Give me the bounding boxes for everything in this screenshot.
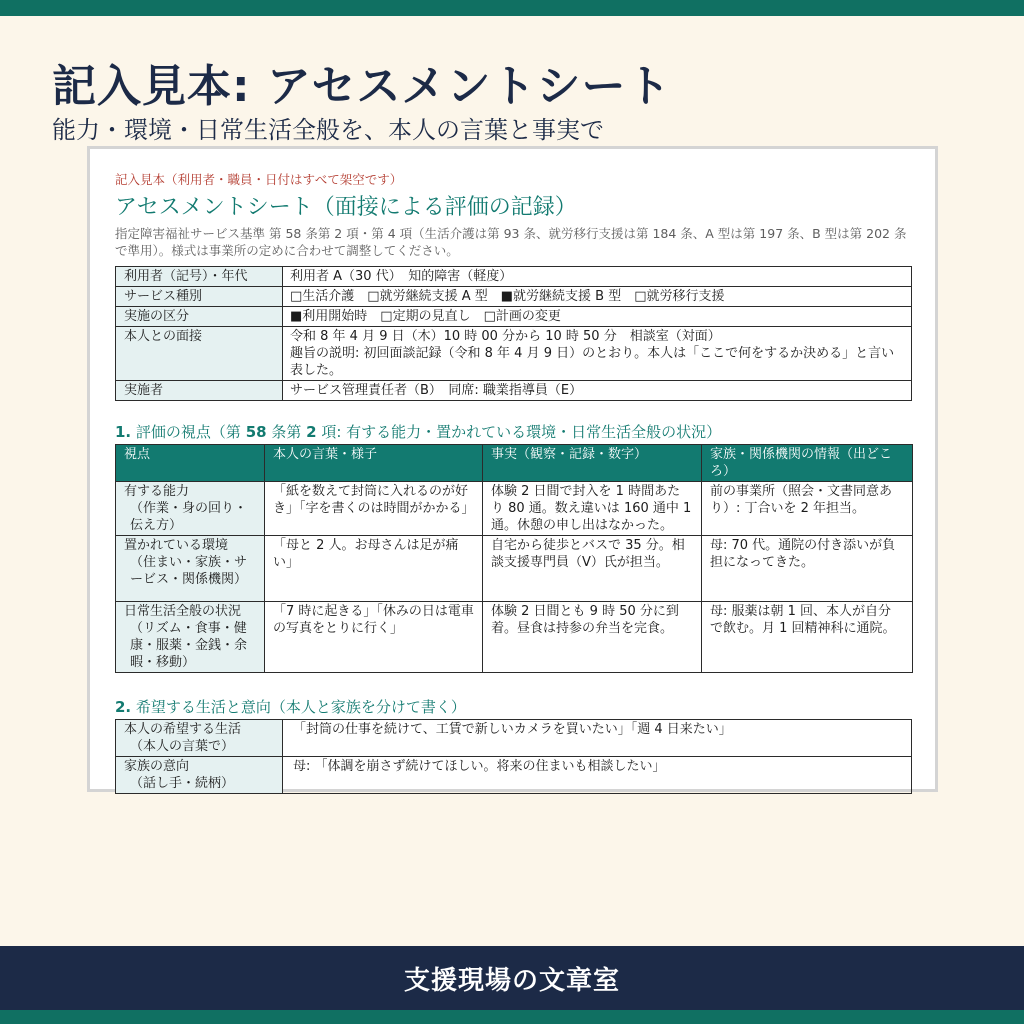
table-header-row — [116, 445, 913, 482]
top-accent-bar — [0, 0, 1024, 16]
table-row — [116, 381, 912, 401]
viewpoint-label: 日常生活全般の状況 — [124, 604, 242, 619]
wish-key-cell — [116, 757, 283, 794]
info-value: ■利用開始時 □定期の見直し □計画の変更 — [283, 307, 912, 327]
viewpoint-sub: （住まい・家族・サービス・関係機関） — [130, 555, 248, 587]
section-1-heading — [115, 422, 912, 442]
section-1-title-c: 項: 有する能力・置かれている環境・日常生活全般の状況） — [316, 423, 722, 441]
section-2-heading — [115, 697, 912, 717]
viewpoint-label: 置かれている環境 — [124, 538, 229, 553]
wish-value: 「封筒の仕事を続けて、工賃で新しいカメラを買いたい」「週 4 日来たい」 — [283, 720, 912, 757]
table-row — [116, 757, 912, 794]
table-row — [116, 267, 912, 287]
viewpoint-cell — [116, 602, 265, 673]
viewpoint-sub: （リズム・食事・健康・服薬・金銭・余暇・移動） — [130, 621, 248, 670]
info-value: サービス管理責任者（B） 同席: 職業指導員（E） — [283, 381, 912, 401]
section-2-title: 希望する生活と意向（本人と家族を分けて書く） — [135, 698, 466, 716]
wish-key-cell — [116, 720, 283, 757]
viewpoint-sub: （作業・身の回り・伝え方） — [130, 501, 248, 533]
column-header: 本人の言葉・様子 — [265, 445, 483, 482]
document-title: アセスメントシート（面接による評価の記録） — [115, 195, 577, 220]
info-value — [283, 327, 912, 381]
wishes-table — [115, 719, 912, 794]
table-row — [116, 720, 912, 757]
column-header: 視点 — [116, 445, 265, 482]
info-value: □生活介護 □就労継続支援 A 型 ■就労継続支援 B 型 □就労移行支援 — [283, 287, 912, 307]
facts-cell: 自宅から徒歩とバスで 35 分。相談支援専門員（V）氏が担当。 — [483, 536, 702, 602]
info-key: サービス種別 — [116, 287, 283, 307]
viewpoint-cell — [116, 482, 265, 536]
words-cell: 「紙を数えて封筒に入れるのが好き」「字を書くのは時間がかかる」 — [265, 482, 483, 536]
section-1-title-a: 評価の視点（第 — [135, 423, 246, 441]
legal-basis-note: 指定障害福祉サービス基準 第 58 条第 2 項・第 4 項（生活介護は第 93 条、就労移行支援は第 184 条、A 型は第 197 条、B 型は第 202 条で準用）。様式は事業所の定めに合わせて調整してください。 — [115, 226, 907, 258]
family-cell: 前の事業所（照会・文書同意あり）: 丁合いを 2 年担当。 — [702, 482, 913, 536]
facts-cell: 体験 2 日間とも 9 時 50 分に到着。昼食は持参の弁当を完食。 — [483, 602, 702, 673]
bottom-accent-bar — [0, 1010, 1024, 1024]
info-key: 本人との面接 — [116, 327, 283, 381]
section-1-article: 58 — [245, 423, 267, 441]
section-1-title-b: 条第 — [266, 423, 307, 441]
words-cell: 「7 時に起きる」「休みの日は電車の写真をとりに行く」 — [265, 602, 483, 673]
wish-key: 家族の意向 — [124, 759, 190, 774]
document-content — [115, 171, 912, 794]
basic-info-table — [115, 266, 912, 401]
table-row — [116, 536, 913, 602]
family-cell: 母: 服薬は朝 1 回、本人が自分で飲む。月 1 回精神科に通院。 — [702, 602, 913, 673]
info-key: 利用者（記号）・年代 — [116, 267, 283, 287]
table-row — [116, 327, 912, 381]
viewpoint-label: 有する能力 — [124, 484, 190, 499]
wish-key: 本人の希望する生活 — [124, 722, 242, 737]
words-cell: 「母と 2 人。お母さんは足が痛い」 — [265, 536, 483, 602]
viewpoint-cell — [116, 536, 265, 602]
table-row — [116, 307, 912, 327]
table-row — [116, 287, 912, 307]
facts-cell: 体験 2 日間で封入を 1 時間あたり 80 通。数え違いは 160 通中 1 通。休憩の申し出はなかった。 — [483, 482, 702, 536]
wish-value: 母: 「体調を崩さず続けてほしい。将来の住まいも相談したい」 — [283, 757, 912, 794]
wish-key-sub: （本人の言葉で） — [130, 739, 235, 754]
document-card — [87, 146, 938, 792]
column-header: 事実（観察・記録・数字） — [483, 445, 702, 482]
section-1-number: 1. — [115, 423, 132, 441]
interview-explanation: 趣旨の説明: 初回面談記録（令和 8 年 4 月 9 日）のとおり。本人は「ここで何をするか決める」と言い表した。 — [290, 346, 895, 378]
info-key: 実施者 — [116, 381, 283, 401]
table-row — [116, 602, 913, 673]
column-header: 家族・関係機関の情報（出どころ） — [702, 445, 913, 482]
wish-key-sub: （話し手・続柄） — [130, 776, 235, 791]
info-value: 利用者 A（30 代） 知的障害（軽度） — [283, 267, 912, 287]
family-cell: 母: 70 代。通院の付き添いが負担になってきた。 — [702, 536, 913, 602]
evaluation-table — [115, 444, 913, 673]
table-row — [116, 482, 913, 536]
sample-note: 記入見本（利用者・職員・日付はすべて架空です） — [115, 172, 403, 187]
interview-datetime: 令和 8 年 4 月 9 日（木）10 時 00 分から 10 時 50 分 相談室（対面） — [290, 329, 721, 344]
page-title: 記入見本: アセスメントシート — [52, 61, 672, 112]
section-1-paragraph: 2 — [306, 423, 317, 441]
section-2-number: 2. — [115, 698, 132, 716]
footer-brand: 支援現場の文章室 — [403, 965, 620, 996]
footer-bar — [0, 946, 1024, 1010]
page-subtitle: 能力・環境・日常生活全般を、本人の言葉と事実で — [52, 116, 604, 144]
info-key: 実施の区分 — [116, 307, 283, 327]
